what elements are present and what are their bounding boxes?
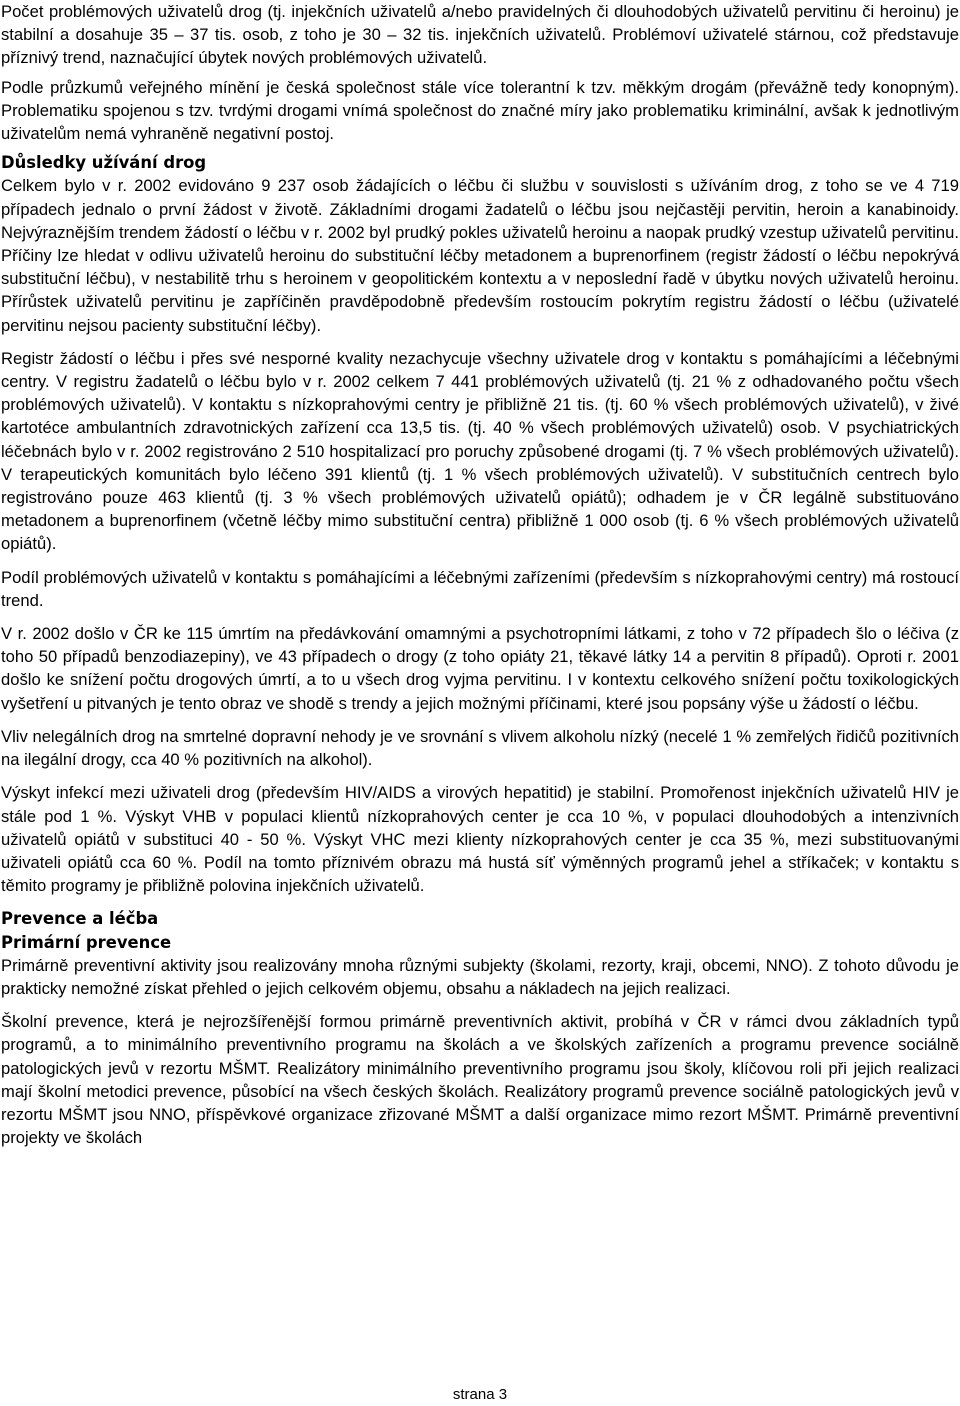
section-heading-prevention-treatment: Prevence a léčba [1, 909, 159, 929]
paragraph-contact-trend: Podíl problémových uživatelů v kontaktu s pomáhajícími a léčebnými zařízeními (především s nízkoprahovými centry) má rostoucí trend. [1, 567, 959, 610]
page-number: strana 3 [452, 1386, 508, 1403]
paragraph-problem-users-count: Počet problémových uživatelů drog (tj. injekčních uživatelů a/nebo pravidelných či dlouhodobých uživatelů pervitinu či heroinu) je stabilní a dosahuje 35 – 37 tis. osob, z toho je 30 – 32 tis. injekčních uživatelů. Problémoví uživatelé stárnou, což představuje příznivý trend, naznačující úbytek nových problémových uživatelů. [1, 2, 959, 68]
paragraph-infections: Výskyt infekcí mezi uživateli drog (především HIV/AIDS a virových hepatitid) je stabilní. Promořenost injekčních uživatelů HIV je stále pod 1 %. Výskyt VHB v populaci klientů nízkoprahových center je cca 10 %, v populaci dlouhodobých a intenzivních uživatelů opiátů v substituci 40 - 50 %. Výskyt VHC mezi klienty nízkoprahových center je cca 35 %, mezi substituovanými uživateli opiátů cca 60 %. Podíl na tomto příznivém obrazu má hustá síť výměnných programů jehel a stříkaček; v kontaktu s těmito programy je přibližně polovina injekčních uživatelů. [1, 783, 959, 896]
paragraph-treatment-requests: Celkem bylo v r. 2002 evidováno 9 237 osob žádajících o léčbu či službu v souvislosti s užíváním drog, z toho se ve 4 719 případech jednalo o první žádost v životě. Základními drogami žadatelů o léčbu jsou nejčastěji pervitin, heroin a kanabinoidy. Nejvýraznějším trendem žádostí o léčbu v r. 2002 byl prudký pokles uživatelů heroinu a naopak prudký vzestup uživatelů pervitinu. Příčiny lze hledat v odlivu uživatelů heroinu do substituční léčby metadonem a buprenorfinem (registr žádostí o léčbu nepokrývá substituční léčbu), v nestabilitě trhu s heroinem v geopolitickém kontextu a v neposlední řadě v úbytku nových uživatelů heroinu. Přírůstek uživatelů pervitinu je zapříčiněn pravděpodobně především rostoucím pokrytím registru žádostí o léčbu (uživatelé pervitinu nejsou pacienty substituční léčby). [1, 176, 959, 335]
paragraph-overdose-deaths: V r. 2002 došlo v ČR ke 115 úmrtím na předávkování omamnými a psychotropními látkami, z toho v 72 případech šlo o léčiva (z toho 50 případů benzodiazepiny), ve 43 případech o drogy (z toho opiáty 21, těkavé látky 14 a pervitin 8 případů). Oproti r. 2001 došlo ke snížení počtu drogových úmrtí, a to u všech drog vyjma pervitinu. I v kontextu celkového snížení počtu toxikologických vyšetření u pitvaných je tento obraz ve shodě s trendy a jejich možnými příčinami, které jsou popsány výše u žádostí o léčbu. [1, 624, 959, 713]
paragraph-school-prevention: Školní prevence, která je nejrozšířenější formou primárně preventivních aktivit, probíhá v ČR v rámci dvou základních typů programů, a to minimálního preventivního programu na školách a ve školských zařízeních a programu prevence sociálně patologických jevů v rezortu MŠMT. Realizátory minimálního preventivního programu jsou školy, klíčovou roli při jejich realizaci mají školní metodici prevence, působící na všech českých školách. Realizátory programů prevence sociálně patologických jevů v rezortu MŠMT jsou NNO, příspěvkové organizace zřizované MŠMT a další organizace mimo rezort MŠMT. Primárně preventivní projekty ve školách [1, 1012, 959, 1148]
paragraph-treatment-register: Registr žádostí o léčbu i přes své nesporné kvality nezachycuje všechny uživatele drog v kontaktu s pomáhajícími a léčebnými centry. V registru žadatelů o léčbu bylo v r. 2002 celkem 7 441 problémových uživatelů (tj. 21 % z odhadovaného počtu všech problémových uživatelů). V kontaktu s nízkoprahovými centry je přibližně 21 tis. (tj. 60 % všech problémových uživatelů), v živé kartotéce ambulantních zdravotnických zařízení cca 13,5 tis. (tj. 40 % všech problémových uživatelů) osob. V psychiatrických léčebnách bylo v r. 2002 registrováno 2 510 hospitalizací pro poruchy způsobené drogami (tj. 7 % všech problémových uživatelů). V terapeutických komunitách bylo léčeno 391 klientů (tj. 1 % všech problémových uživatelů). V substitučních centrech bylo registrováno pouze 463 klientů (tj. 3 % všech problémových uživatelů opiátů); odhadem je v ČR legálně substituováno metadonem a buprenorfinem (včetně léčby mimo substituční centra) přibližně 1 000 osob (tj. 6 % všech problémových uživatelů opiátů). [1, 348, 959, 554]
section-heading-consequences: Důsledky užívání drog [1, 153, 207, 173]
paragraph-primary-prevention-actors: Primárně preventivní aktivity jsou realizovány mnoha různými subjekty (školami, rezorty, kraji, obcemi, NNO). Z tohoto důvodu je prakticky nemožné získat přehled o jejich celkovém objemu, obsahu a nákladech na jejich realizaci. [1, 955, 959, 998]
paragraph-public-opinion: Podle průzkumů veřejného mínění je česká společnost stále více tolerantní k tzv. měkkým drogám (převážně tedy konopným). Problematiku spojenou s tzv. tvrdými drogami vnímá společnost do značné míry jako problematiku kriminální, avšak k jednotlivým uživatelům nemá vyhraněně negativní postoj. [1, 77, 959, 144]
section-heading-primary-prevention: Primární prevence [1, 932, 172, 952]
paragraph-traffic-accidents: Vliv nelegálních drog na smrtelné dopravní nehody je ve srovnání s vlivem alkoholu nízký (necelé 1 % zemřelých řidičů pozitivních na ilegální drogy, cca 40 % pozitivních na alkohol). [1, 726, 959, 770]
